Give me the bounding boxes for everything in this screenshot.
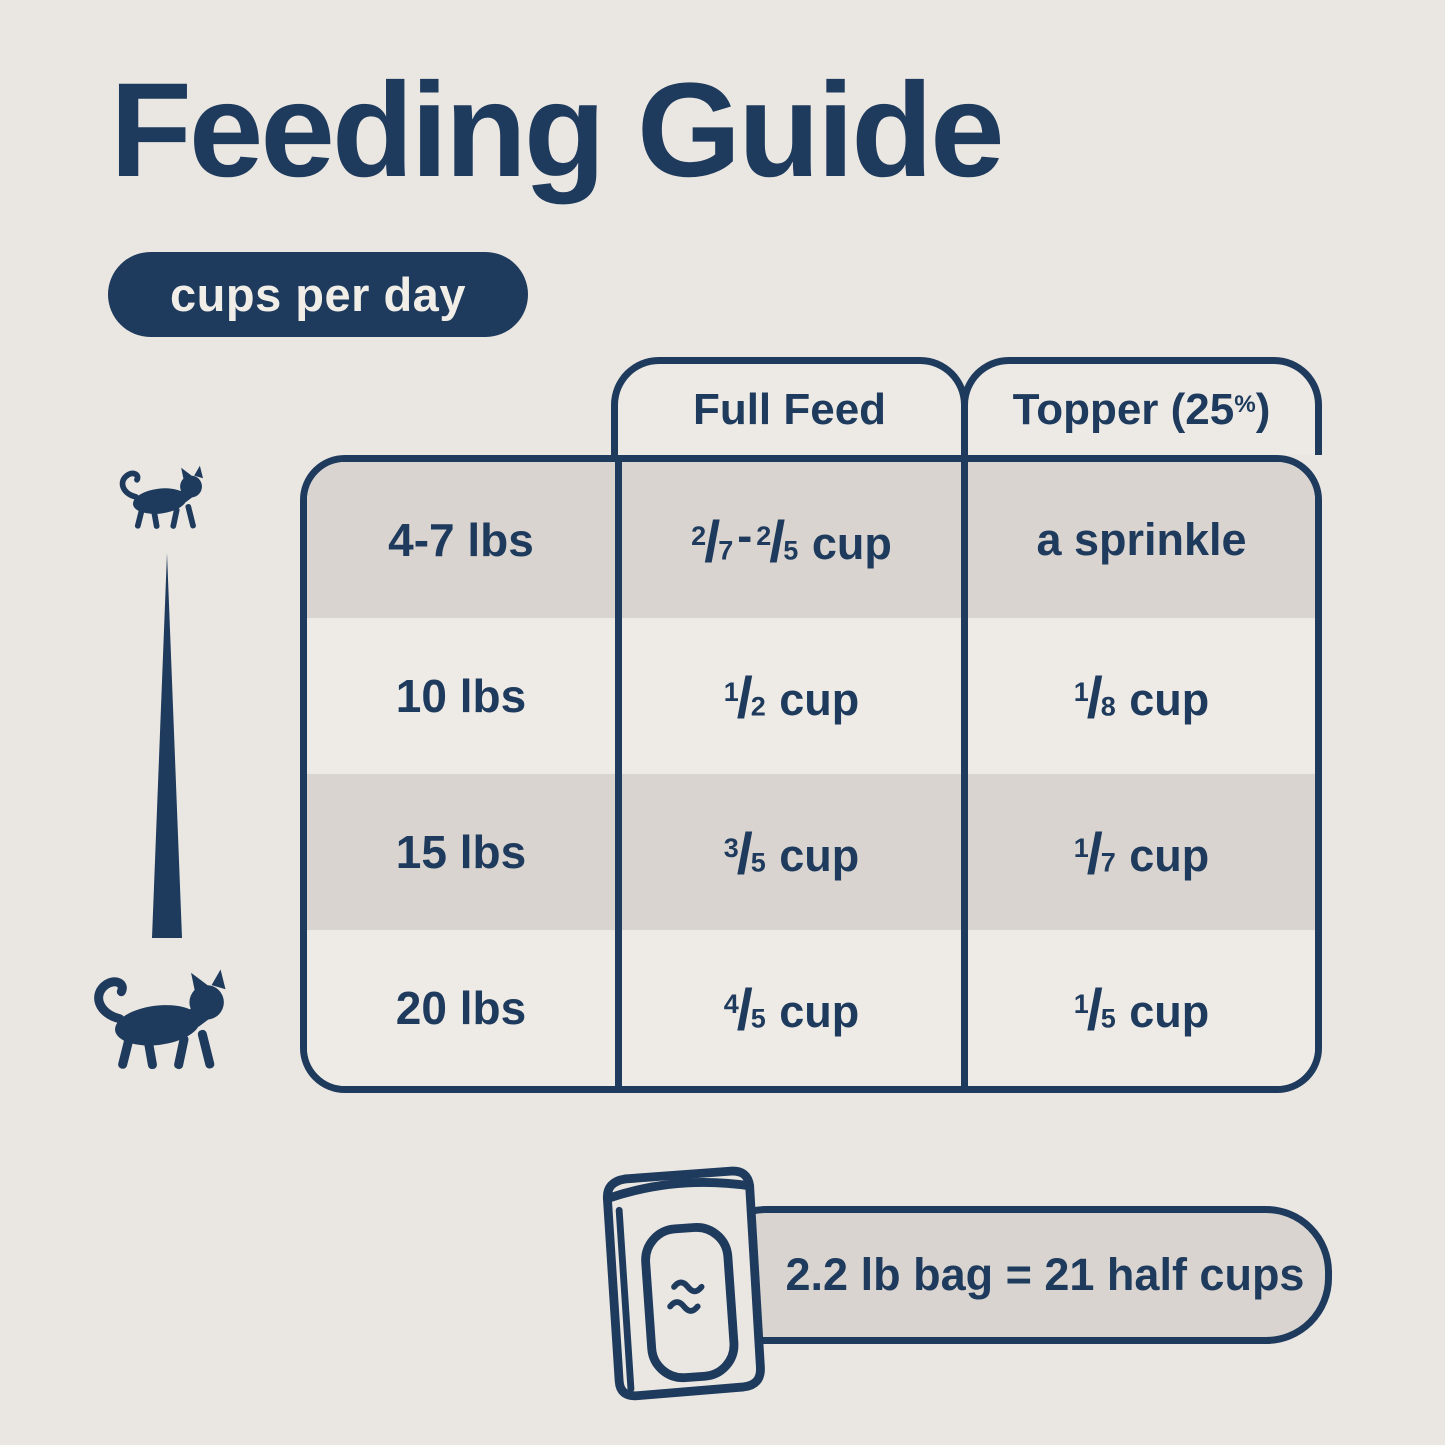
weight-label: 15 lbs: [395, 826, 527, 878]
large-cat-icon: [82, 956, 246, 1088]
cups-per-day-badge: [108, 252, 528, 337]
column-divider: [615, 462, 622, 1086]
topper-cell: [968, 774, 1315, 930]
feeding-table: [300, 455, 1322, 1093]
weight-cell: [307, 774, 615, 930]
full-feed-value: $^2$/7- $^2$/5 cup: [691, 510, 892, 574]
full-feed-label: Full Feed: [692, 384, 887, 434]
column-header-full-feed: [611, 357, 968, 455]
weight-cell: [307, 462, 615, 618]
topper-value: $^1$/7 cup: [1073, 822, 1210, 886]
full-feed-cell: [622, 462, 961, 618]
topper-cell: [968, 930, 1315, 1086]
weight-label: 4-7 lbs: [388, 514, 534, 566]
full-feed-value: $^3$/5 cup: [723, 822, 860, 886]
topper-value: $^1$/5 cup: [1073, 978, 1210, 1042]
full-feed-cell: [622, 774, 961, 930]
table-row: [307, 618, 1315, 774]
topper-value: $^1$/8 cup: [1073, 666, 1210, 730]
full-feed-value: $^1$/2 cup: [723, 666, 860, 730]
weight-label: 10 lbs: [395, 670, 527, 722]
weight-label: 20 lbs: [395, 982, 527, 1034]
topper-cell: [968, 618, 1315, 774]
table-row: [307, 774, 1315, 930]
bag-yield-note: [700, 1206, 1332, 1344]
column-header-topper: [961, 357, 1322, 455]
pet-food-bag-icon: [576, 1146, 782, 1414]
weight-cell: [307, 930, 615, 1086]
bag-yield-text: 2.2 lb bag = 21 half cups: [785, 1249, 1305, 1300]
full-feed-cell: [622, 930, 961, 1086]
topper-value: a sprinkle: [1036, 514, 1247, 565]
percent-superscript: %: [1234, 390, 1256, 418]
column-divider: [961, 462, 968, 1086]
weight-scale-needle: [152, 553, 182, 938]
full-feed-value: $^4$/5 cup: [723, 978, 860, 1042]
cups-per-day-label: cups per day: [170, 268, 466, 321]
small-cat-icon: [112, 463, 216, 535]
table-row: [307, 930, 1315, 1086]
full-feed-cell: [622, 618, 961, 774]
topper-label: Topper (25%): [1012, 384, 1271, 434]
table-row: [307, 462, 1315, 618]
topper-cell: [968, 462, 1315, 618]
page-title: Feeding Guide: [110, 56, 1002, 205]
weight-cell: [307, 618, 615, 774]
